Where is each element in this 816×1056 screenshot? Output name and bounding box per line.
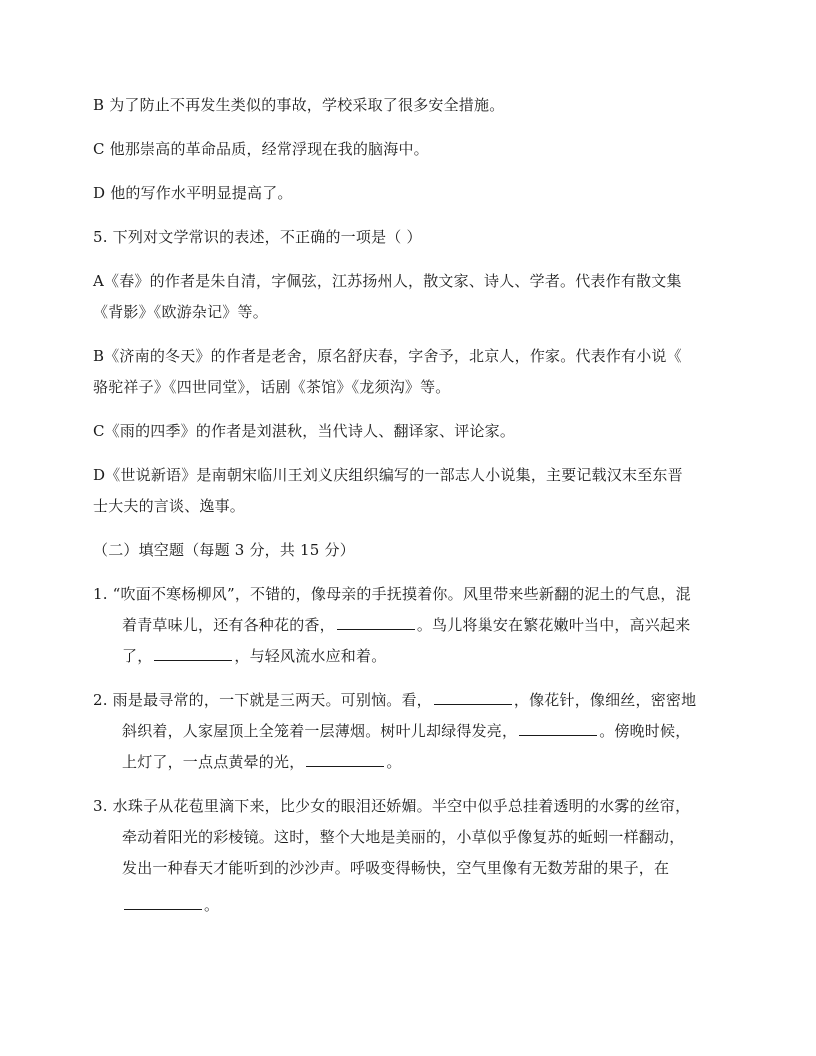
fill2-line2-b: 。傍晚时候，	[599, 722, 691, 740]
q5-option-b	[93, 341, 723, 403]
section-2-heading: （二）填空题（每题 3 分，共 15 分）	[93, 541, 355, 559]
answer-blank[interactable]	[306, 750, 384, 767]
option-c-q4: C 他那崇高的革命品质，经常浮现在我的脑海中。	[93, 140, 429, 158]
fill2-line2	[93, 716, 723, 747]
q5-option-a-line2: 《背影》《欧游杂记》等。	[93, 303, 268, 321]
answer-blank[interactable]	[519, 719, 597, 736]
fill1-line2-b: 。鸟儿将巢安在繁花嫩叶当中，高兴起来	[416, 616, 691, 634]
fill1-line3-b: ，与轻风流水应和着。	[234, 647, 387, 665]
answer-blank[interactable]	[154, 644, 232, 661]
q5-option-b-line2: 骆驼祥子》《四世同堂》，话剧《茶馆》《龙须沟》等。	[93, 378, 451, 396]
fill-question-3	[93, 791, 723, 921]
fill2-line1	[93, 685, 723, 716]
q5-option-a-line1: A《春》的作者是朱自清，字佩弦，江苏扬州人，散文家、诗人、学者。代表作有散文集	[93, 272, 682, 290]
q5-option-d-line2: 士大夫的言谈、逸事。	[93, 497, 246, 515]
fill2-line3	[93, 747, 723, 778]
q5-option-a	[93, 266, 723, 328]
q5-option-c: C《雨的四季》的作者是刘湛秋，当代诗人、翻译家、评论家。	[93, 422, 516, 440]
fill3-line4	[93, 890, 723, 921]
fill2-line2-a: 斜织着，人家屋顶上全笼着一层薄烟。树叶儿却绿得发亮，	[122, 722, 518, 740]
option-b-q4: B 为了防止不再发生类似的事故，学校采取了很多安全措施。	[93, 96, 505, 114]
answer-blank[interactable]	[124, 893, 202, 910]
fill1-line2-a: 着青草味儿，还有各种花的香，	[122, 616, 335, 634]
document-page	[93, 90, 723, 921]
answer-blank[interactable]	[434, 688, 512, 705]
fill2-line3-b: 。	[386, 753, 402, 771]
fill1-line2	[93, 610, 723, 641]
q5-option-d-line1: D《世说新语》是南朝宋临川王刘义庆组织编写的一部志人小说集，主要记载汉末至东晋	[93, 466, 683, 484]
fill1-line1: 1. “吹面不寒杨柳风”，不错的，像母亲的手抚摸着你。风里带来些新翻的泥土的气息，混	[93, 585, 691, 603]
q5-option-d	[93, 460, 723, 522]
fill2-line1-a: 2. 雨是最寻常的，一下就是三两天。可别恼。看，	[93, 691, 432, 709]
fill2-line1-b: ，像花针，像细丝，密密地	[513, 691, 697, 709]
fill1-line3-a: 了，	[122, 647, 153, 665]
q5-option-b-line1: B《济南的冬天》的作者是老舍，原名舒庆春，字舍予，北京人，作家。代表作有小说《	[93, 347, 682, 365]
fill-question-2	[93, 685, 723, 778]
answer-blank[interactable]	[337, 613, 415, 630]
fill3-line2: 牵动着阳光的彩棱镜。这时，整个大地是美丽的，小草似乎像复苏的蚯蚓一样翻动，	[122, 828, 685, 846]
fill2-line3-a: 上灯了，一点点黄晕的光，	[122, 753, 305, 771]
fill1-line3	[93, 641, 723, 672]
fill3-line1: 3. 水珠子从花苞里滴下来，比少女的眼泪还娇媚。半空中似乎总挂着透明的水雾的丝帘，	[93, 797, 691, 815]
question-5-stem: 5. 下列对文学常识的表述，不正确的一项是（ ）	[93, 228, 422, 246]
fill3-line3: 发出一种春天才能听到的沙沙声。呼吸变得畅快，空气里像有无数芳甜的果子，在	[122, 859, 670, 877]
fill3-line4-b: 。	[204, 896, 220, 914]
option-d-q4: D 他的写作水平明显提高了。	[93, 184, 293, 202]
fill-question-1	[93, 579, 723, 672]
